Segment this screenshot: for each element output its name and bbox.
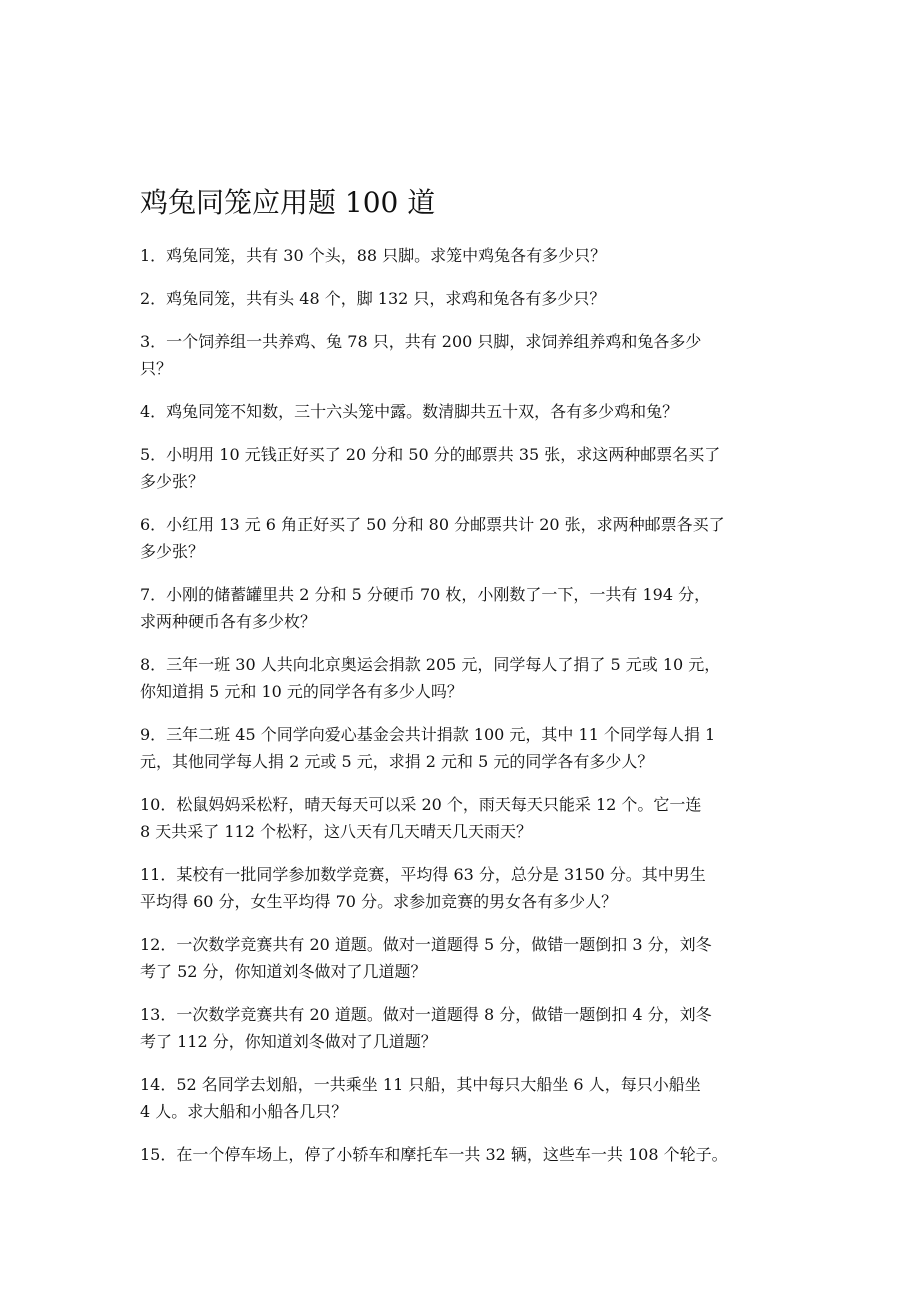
problem-item	[140, 791, 820, 845]
problem-text-line: 考了 52 分，你知道刘冬做对了几道题？	[140, 962, 427, 981]
problem-text-line: 1．鸡兔同笼，共有 30 个头，88 只脚。求笼中鸡兔各有多少只？	[140, 246, 607, 265]
problem-text-line: 你知道捐 5 元和 10 元的同学各有多少人吗？	[140, 682, 463, 701]
problem-text-line: 11．某校有一批同学参加数学竞赛，平均得 63 分，总分是 3150 分。其中男生	[140, 865, 706, 884]
problem-text-line: 12．一次数学竞赛共有 20 道题。做对一道题得 5 分，做错一题倒扣 3 分，刘冬	[140, 935, 712, 954]
problem-text-line: 15．在一个停车场上，停了小轿车和摩托车一共 32 辆，这些车一共 108 个轮子。	[140, 1145, 728, 1164]
problem-text-line: 5．小明用 10 元钱正好买了 20 分和 50 分的邮票共 35 张，求这两种邮票名买了	[140, 445, 721, 464]
problem-text-line: 10．松鼠妈妈采松籽，晴天每天可以采 20 个，雨天每天只能采 12 个。它一连	[140, 795, 702, 814]
problem-item	[140, 1071, 820, 1125]
problem-item	[140, 1001, 820, 1055]
problem-text-line: 元，其他同学每人捐 2 元或 5 元，求捐 2 元和 5 元的同学各有多少人？	[140, 752, 654, 771]
problem-text-line: 2．鸡兔同笼，共有头 48 个，脚 132 只，求鸡和兔各有多少只？	[140, 289, 606, 308]
problem-text-line: 14．52 名同学去划船，一共乘坐 11 只船，其中每只大船坐 6 人，每只小船坐	[140, 1075, 701, 1094]
problem-text-line: 13．一次数学竞赛共有 20 道题。做对一道题得 8 分，做错一题倒扣 4 分，刘冬	[140, 1005, 712, 1024]
page-title: 鸡兔同笼应用题 100 道	[140, 186, 436, 219]
problem-item	[140, 651, 820, 705]
problem-text-line: 考了 112 分，你知道刘冬做对了几道题？	[140, 1032, 437, 1051]
problem-text-line: 只？	[140, 359, 173, 378]
problem-text-line: 8．三年一班 30 人共向北京奥运会捐款 205 元，同学每人了捐了 5 元或 10 元，	[140, 655, 721, 674]
problem-text-line: 求两种硬币各有多少枚？	[140, 612, 317, 631]
problem-text-line: 3．一个饲养组一共养鸡、兔 78 只，共有 200 只脚，求饲养组养鸡和兔各多少	[140, 332, 702, 351]
problem-text-line: 平均得 60 分，女生平均得 70 分。求参加竞赛的男女各有多少人？	[140, 892, 618, 911]
problem-text-line: 9．三年二班 45 个同学向爱心基金会共计捐款 100 元，其中 11 个同学每人捐 1	[140, 725, 716, 744]
problem-item	[140, 721, 820, 775]
problem-item	[140, 861, 820, 915]
problem-text-line: 多少张？	[140, 542, 205, 561]
problem-text-line: 8 天共采了 112 个松籽，这八天有几天晴天几天雨天？	[140, 822, 532, 841]
problem-text-line: 多少张？	[140, 472, 205, 491]
problem-item	[140, 511, 820, 565]
problem-item	[140, 931, 820, 985]
problem-item	[140, 285, 820, 312]
problem-text-line: 4．鸡兔同笼不知数，三十六头笼中露。数清脚共五十双，各有多少鸡和兔？	[140, 402, 679, 421]
problem-item	[140, 242, 820, 269]
document-page	[140, 186, 820, 1184]
problem-list	[140, 242, 820, 1168]
problem-item	[140, 1141, 820, 1168]
problem-text-line: 6．小红用 13 元 6 角正好买了 50 分和 80 分邮票共计 20 张，求两种邮票各买了	[140, 515, 725, 534]
problem-text-line: 7．小刚的储蓄罐里共 2 分和 5 分硬币 70 枚，小刚数了一下，一共有 194 分，	[140, 585, 711, 604]
problem-item	[140, 398, 820, 425]
problem-item	[140, 441, 820, 495]
problem-item	[140, 328, 820, 382]
problem-text-line: 4 人。求大船和小船各几只？	[140, 1102, 348, 1121]
problem-item	[140, 581, 820, 635]
